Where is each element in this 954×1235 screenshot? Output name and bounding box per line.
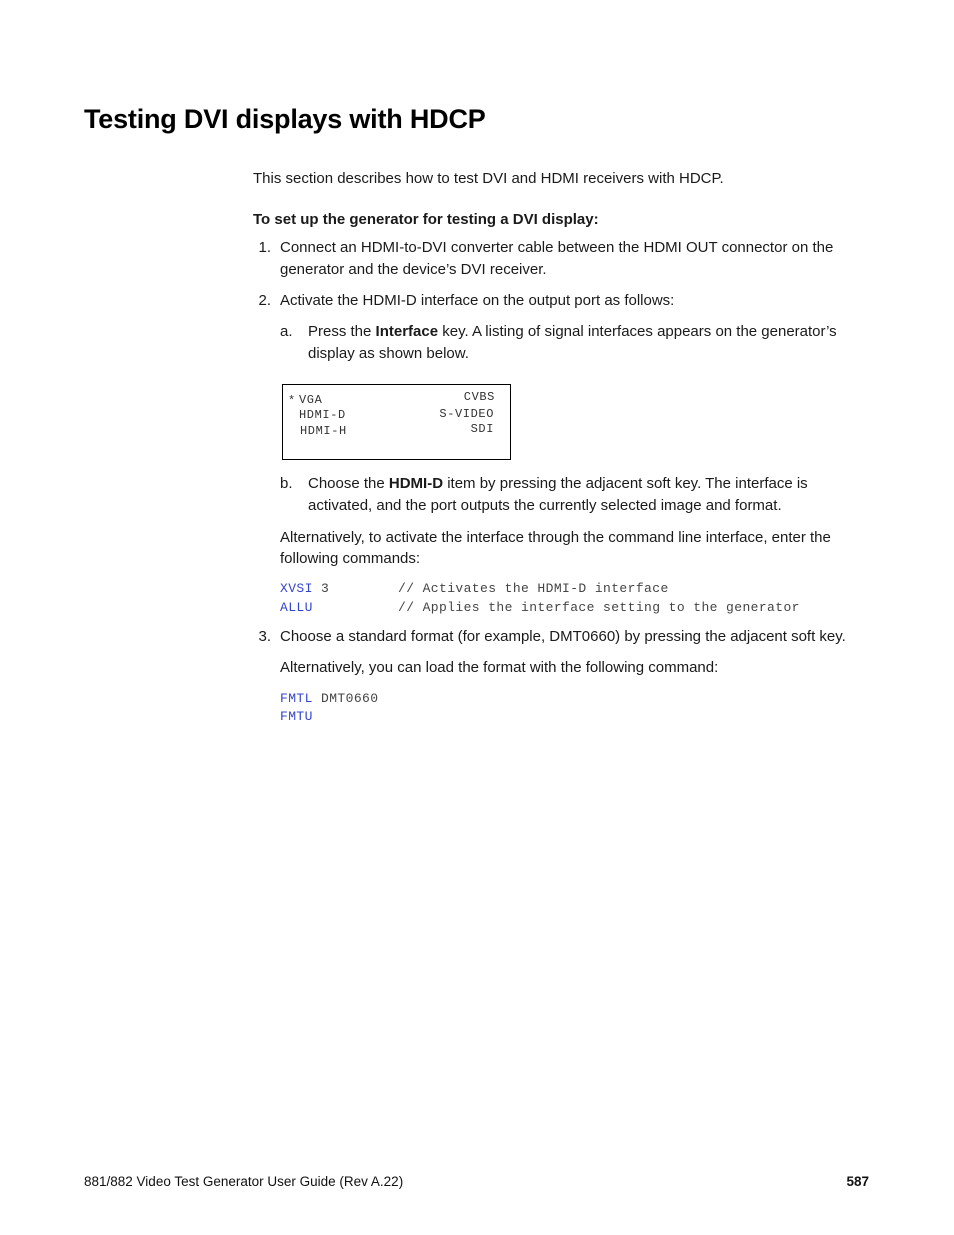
display-item-s-video: S-VIDEO <box>439 407 494 421</box>
display-item-cvbs: CVBS <box>463 390 495 404</box>
alternative-text: following commands: <box>280 550 421 567</box>
step-number: 1. <box>258 239 271 256</box>
step-number: 2. <box>258 292 271 309</box>
command-keyword: ALLU <box>280 600 313 615</box>
display-item-hdmi-d: HDMI-D <box>299 408 346 422</box>
substep-text: Choose the HDMI-D item by pressing the adjacent soft key. The interface is <box>308 475 808 492</box>
hdmi-d-item-label: HDMI-D <box>388 475 444 492</box>
display-item-vga: VGA <box>299 393 323 407</box>
page-title: Testing DVI displays with HDCP <box>84 104 486 134</box>
step-text: generator and the device’s DVI receiver. <box>280 261 547 278</box>
substep-text: Press the Interface key. A listing of signal interfaces appears on the generator’s <box>308 323 837 340</box>
command-keyword: FMTL <box>280 691 313 706</box>
selection-marker: * <box>288 394 296 408</box>
interface-key-label: Interface <box>375 323 439 340</box>
code-comment: // Activates the HDMI-D interface <box>398 581 669 596</box>
code-comment: // Applies the interface setting to the generator <box>398 600 800 615</box>
generator-display-figure <box>282 384 511 460</box>
code-line <box>280 600 313 615</box>
code-line: XVSI 3 <box>280 581 330 596</box>
code-line <box>280 709 313 724</box>
substep-text: display as shown below. <box>308 345 469 362</box>
step-text: Connect an HDMI-to-DVI converter cable between the HDMI OUT connector on the <box>280 239 834 256</box>
display-item-sdi: SDI <box>470 422 494 436</box>
footer-title: 881/882 Video Test Generator User Guide (Rev A.22) <box>84 1174 404 1189</box>
step-text: Activate the HDMI-D interface on the output port as follows: <box>280 292 675 309</box>
procedure-title: To set up the generator for testing a DVI display: <box>253 211 599 228</box>
step-number: 3. <box>258 628 271 645</box>
substep-letter: b. <box>280 475 293 492</box>
step-text: Choose a standard format (for example, DMT0660) by pressing the adjacent soft key. <box>280 628 846 645</box>
command-keyword: FMTU <box>280 709 313 724</box>
intro-text: This section describes how to test DVI and HDMI receivers with HDCP. <box>253 170 724 187</box>
page-number: 587 <box>846 1174 869 1189</box>
alternative-text: Alternatively, to activate the interface through the command line interface, enter the <box>280 529 831 546</box>
command-keyword: XVSI <box>280 581 313 596</box>
alternative-text: Alternatively, you can load the format with the following command: <box>280 659 719 676</box>
substep-text: activated, and the port outputs the currently selected image and format. <box>308 497 782 514</box>
code-line: FMTL DMT0660 <box>280 691 379 706</box>
substep-letter: a. <box>280 323 293 340</box>
display-item-hdmi-h: HDMI-H <box>300 424 347 438</box>
